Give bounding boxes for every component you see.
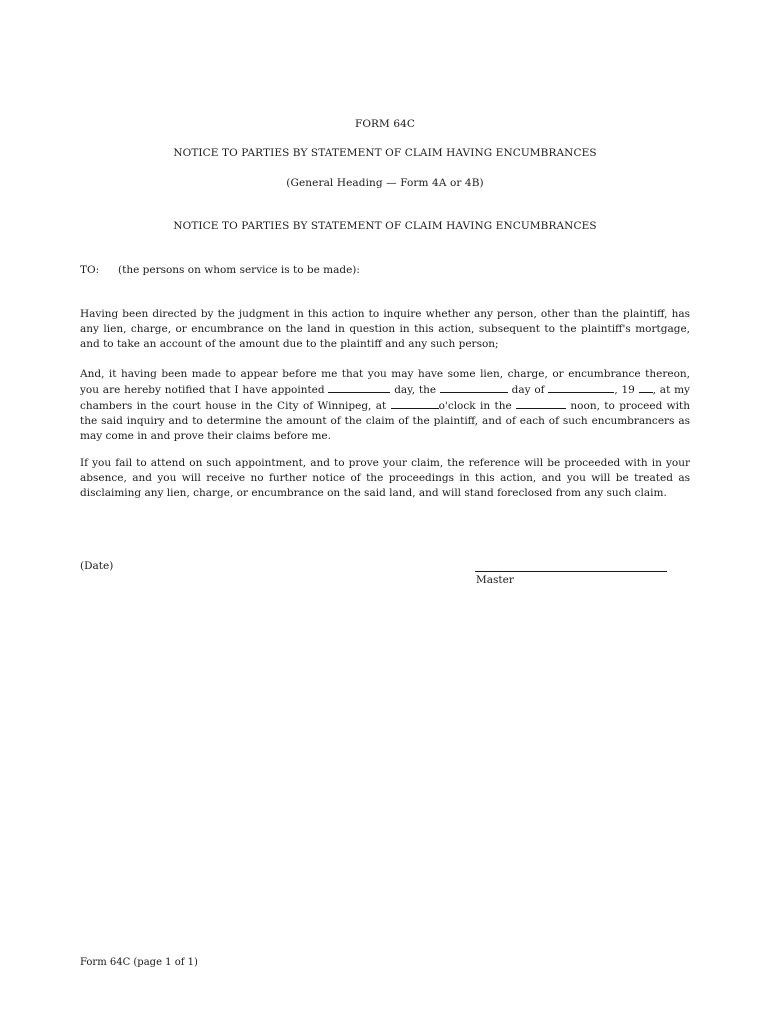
blank-weekday (328, 382, 390, 393)
master-label: Master (476, 574, 514, 586)
appointment-text-7: noon, to proceed with the said inquiry and to determine the amount of the claim of the plaintiff, and of each of such encumbrancers as may come in and prove their claims before me. (80, 400, 690, 442)
signature-line (475, 571, 667, 572)
to-line (80, 264, 360, 276)
form-number: FORM 64C (354, 118, 416, 130)
appointment-text-3: day of (511, 384, 545, 396)
blank-month (548, 382, 614, 393)
appointment-text-2: day, the (394, 384, 437, 396)
appointment-text-6: o'clock in the (438, 400, 512, 412)
to-label: TO: (80, 264, 100, 276)
paragraph-directed: Having been directed by the judgment in this action to inquire whether any person, other than the plaintiff, has any lien, charge, or encumbrance on the land in question in this action, subsequent to the plaintiff's mortgage, and to take an account of the amount due to the plaintiff and any such person; (80, 308, 690, 350)
to-recipients-text: (the persons on whom service is to be made): (118, 264, 360, 276)
blank-day (440, 382, 508, 393)
appointment-text-1: And, it having been made to appear before me that you may have some lien, charge, or encumbrance thereon, you are hereby notified that I have appointed (80, 368, 690, 396)
blank-time-of-day (516, 398, 566, 409)
page-footer: Form 64C (page 1 of 1) (80, 957, 198, 968)
paragraph-failure-to-attend: If you fail to attend on such appointment, and to prove your claim, the reference will be proceeded with in your absence, and you will receive no further notice of the proceedings in this action, and you will be treated as disclaiming any lien, charge, or encumbrance on the said land, and will stand foreclosed from any such claim. (80, 457, 690, 499)
appointment-text-5: , at my chambers in the court house in the City of Winnipeg, at (80, 384, 690, 412)
date-label: (Date) (80, 560, 114, 572)
appointment-text-4: , 19 (614, 384, 635, 396)
blank-hour (391, 398, 439, 409)
blank-year (639, 382, 653, 393)
form-subtitle: NOTICE TO PARTIES BY STATEMENT OF CLAIM HAVING ENCUMBRANCES (173, 220, 597, 232)
form-title: NOTICE TO PARTIES BY STATEMENT OF CLAIM HAVING ENCUMBRANCES (173, 147, 597, 159)
paragraph-appointment (80, 367, 690, 444)
general-heading: (General Heading — Form 4A or 4B) (286, 177, 484, 189)
